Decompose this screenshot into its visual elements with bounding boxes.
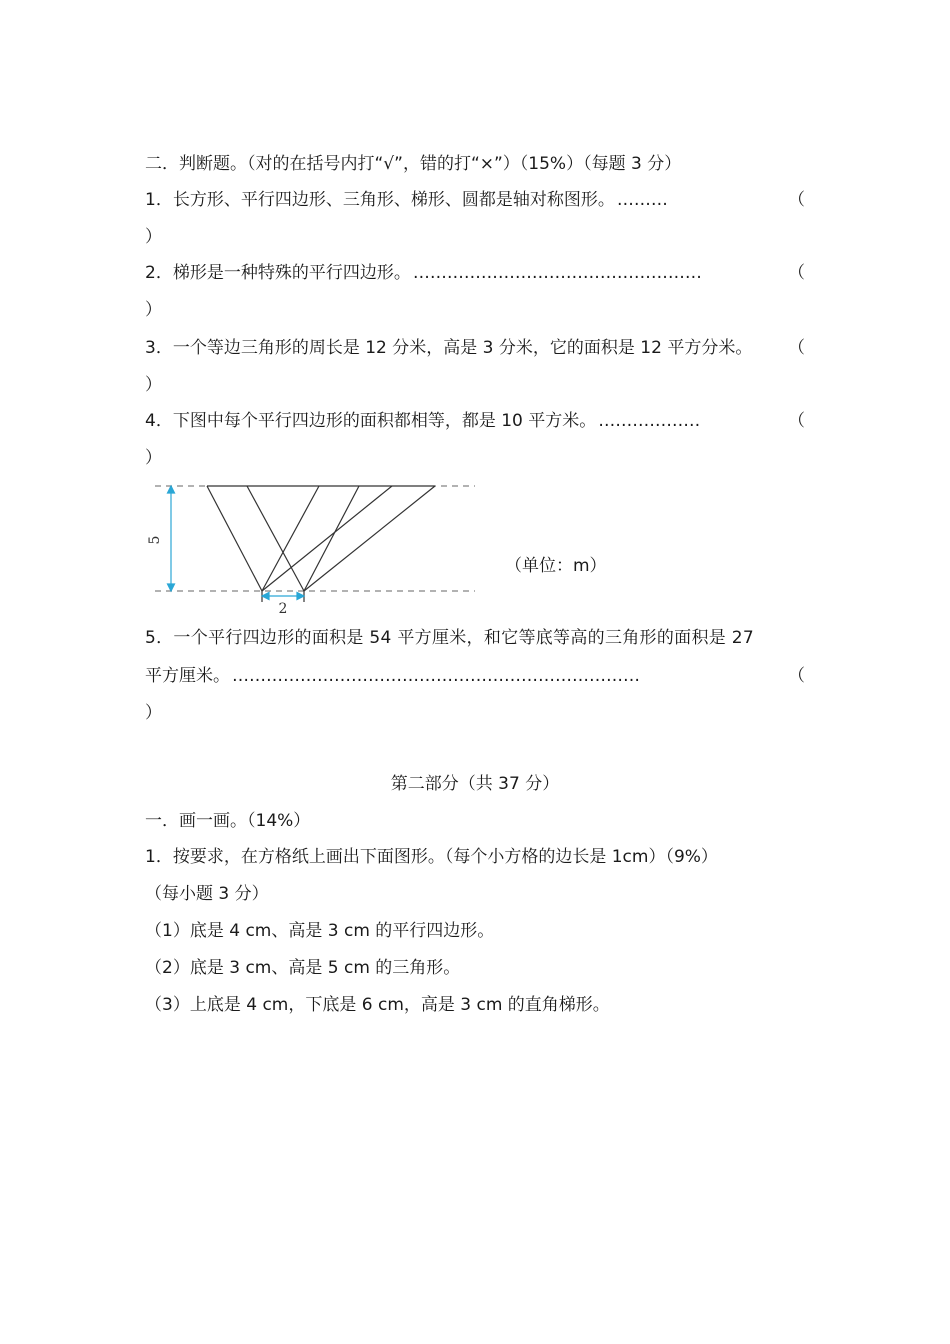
parallelogram-edge [304, 486, 359, 591]
question-1-text: 1．长方形、平行四边形、三角形、梯形、圆都是轴对称图形。 [145, 190, 615, 210]
height-arrow-head-top [168, 486, 175, 493]
part-two-title: 第二部分（共 37 分） [390, 774, 560, 794]
question-1 [145, 189, 805, 211]
parallelogram-edge [247, 486, 304, 591]
question-2-dots: …………………………………………… [412, 263, 702, 283]
draw-item-2: （2）底是 3 cm、高是 5 cm 的三角形。 [145, 958, 461, 978]
height-arrow-head-bottom [168, 584, 175, 591]
draw-item-1: （1）底是 4 cm、高是 3 cm 的平行四边形。 [145, 921, 495, 941]
unit-label: （单位：m） [505, 556, 607, 576]
section-heading-judgement: 二．判断题。（对的在括号内打“√”，错的打“×”）（15%）（每题 3 分） [145, 154, 682, 174]
question-4-text: 4．下图中每个平行四边形的面积都相等，都是 10 平方米。 [145, 411, 597, 431]
question-5-line2 [145, 665, 805, 687]
parallelogram-edge [207, 486, 262, 591]
question-3-text: 3．一个等边三角形的周长是 12 分米，高是 3 分米，它的面积是 12 平方分米。 [145, 338, 753, 358]
question-2 [145, 262, 805, 284]
question-3 [145, 337, 805, 359]
question-4 [145, 410, 805, 432]
question-2-text: 2．梯形是一种特殊的平行四边形。 [145, 263, 411, 283]
parallelogram-edge [304, 486, 435, 591]
base-label: 2 [278, 601, 288, 616]
question-2-open-paren: （ [788, 263, 805, 283]
question-4-dots: ……………… [598, 411, 701, 431]
draw-item-3: （3）上底是 4 cm，下底是 6 cm，高是 3 cm 的直角梯形。 [145, 995, 610, 1015]
parallelogram-figure [145, 476, 485, 616]
question-1-answer-close[interactable]: ） [145, 227, 162, 247]
section-heading-draw: 一．画一画。（14%） [145, 811, 311, 831]
question-5-open-paren: （ [788, 666, 805, 686]
parallelogram-edge [262, 486, 319, 591]
question-5-text-cont: 平方厘米。 [145, 666, 230, 686]
question-1-open-paren: （ [788, 190, 805, 210]
base-arrow-head-left [262, 593, 269, 600]
question-4-open-paren: （ [788, 411, 805, 431]
height-label: 5 [147, 535, 163, 545]
question-3-open-paren: （ [788, 338, 805, 358]
question-5-answer-close[interactable]: ） [145, 703, 162, 723]
question-2-answer-close[interactable]: ） [145, 300, 162, 320]
parallelogram-edge [262, 486, 392, 591]
draw-question-1: 1．按要求，在方格纸上画出下面图形。（每个小方格的边长是 1cm）（9%） [145, 847, 718, 867]
draw-question-note: （每小题 3 分） [145, 884, 269, 904]
question-4-answer-close[interactable]: ） [145, 448, 162, 468]
question-3-answer-close[interactable]: ） [145, 375, 162, 395]
question-1-dots: ……… [616, 190, 668, 210]
question-5-text: 5．一个平行四边形的面积是 54 平方厘米，和它等底等高的三角形的面积是 27 [145, 628, 754, 648]
question-5-dots: ……………………………………………………………… [232, 666, 640, 686]
base-arrow-head-right [297, 593, 304, 600]
